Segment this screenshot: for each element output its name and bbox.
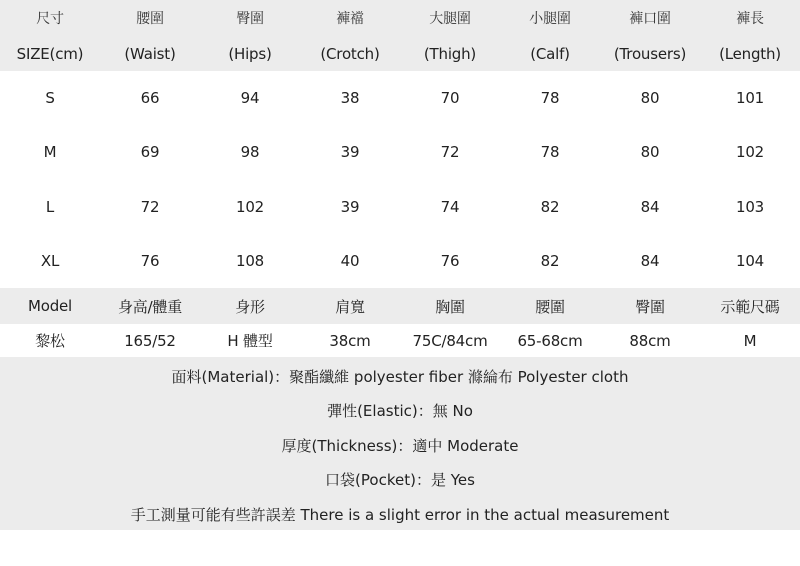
table-row: [0, 71, 800, 125]
header-hips-zh: 臀圍: [236, 11, 264, 27]
model-size: M: [743, 331, 757, 350]
model-header-name: Model: [27, 297, 73, 315]
material-line: 面料(Material)：聚酯纖維 polyester fiber 滌綸布 Polyester cloth: [171, 368, 629, 386]
table-row: [0, 179, 800, 234]
model-hips: 88cm: [629, 331, 671, 350]
header-thigh-zh: 大腿圍: [429, 11, 471, 27]
model-waist: 65-68cm: [517, 331, 583, 350]
calf-cell: 82: [540, 197, 560, 216]
model-bust: 75C/84cm: [412, 331, 488, 350]
header-length-zh: 褲長: [736, 11, 764, 27]
crotch-cell: 39: [340, 143, 360, 161]
header-waist-en: (Waist): [124, 44, 176, 63]
measurement-error-note: 手工測量可能有些許誤差 There is a slight error in the actual measurement: [130, 506, 670, 524]
size-data-body: [0, 71, 800, 288]
model-header-size: 示範尺碼: [720, 297, 780, 316]
hips-cell: 94: [240, 89, 260, 107]
model-shoulder: 38cm: [329, 331, 371, 350]
calf-cell: 82: [540, 252, 560, 270]
calf-cell: 78: [540, 89, 560, 107]
trousers-cell: 80: [640, 89, 660, 107]
thigh-cell: 74: [440, 197, 460, 216]
table-row: [0, 234, 800, 288]
header-trousers-zh: 褲口圍: [629, 11, 671, 27]
model-header-waist: 腰圍: [535, 297, 565, 316]
size-header-zh-row: [0, 0, 800, 36]
size-header-en-row: [0, 36, 800, 71]
size-cell: M: [43, 143, 57, 161]
hips-cell: 102: [235, 197, 265, 216]
length-cell: 104: [735, 252, 765, 270]
hips-cell: 98: [240, 143, 260, 161]
header-length-en: (Length): [719, 44, 781, 63]
model-header-body-type: 身形: [235, 297, 265, 316]
header-calf-zh: 小腿圍: [529, 11, 571, 27]
waist-cell: 69: [140, 143, 160, 161]
elastic-line: 彈性(Elastic)：無 No: [327, 402, 473, 420]
length-cell: 101: [735, 89, 765, 107]
trousers-cell: 80: [640, 143, 660, 161]
thickness-line: 厚度(Thickness)：適中 Moderate: [281, 437, 519, 455]
length-cell: 102: [735, 143, 765, 161]
header-calf-en: (Calf): [530, 44, 570, 63]
waist-cell: 76: [140, 252, 160, 270]
hips-cell: 108: [235, 252, 265, 270]
header-crotch-zh: 褲襠: [336, 11, 364, 27]
header-waist-zh: 腰圍: [136, 11, 164, 27]
trousers-cell: 84: [640, 252, 660, 270]
model-header-bust: 胸圍: [435, 297, 465, 316]
size-cell: L: [45, 197, 55, 216]
table-row: [0, 125, 800, 179]
header-thigh-en: (Thigh): [423, 44, 477, 63]
model-header-shoulder: 肩寬: [335, 297, 365, 316]
waist-cell: 66: [140, 89, 160, 107]
pocket-line: 口袋(Pocket)：是 Yes: [325, 471, 475, 489]
model-header-row: [0, 288, 800, 324]
size-cell: XL: [40, 252, 60, 270]
thigh-cell: 72: [440, 143, 460, 161]
calf-cell: 78: [540, 143, 560, 161]
thigh-cell: 76: [440, 252, 460, 270]
length-cell: 103: [735, 197, 765, 216]
header-crotch-en: (Crotch): [320, 44, 380, 63]
model-name: 黎松: [35, 332, 65, 350]
model-height-weight: 165/52: [124, 331, 176, 350]
thigh-cell: 70: [440, 89, 460, 107]
header-size-en: SIZE(cm): [16, 44, 84, 63]
header-trousers-en: (Trousers): [613, 44, 687, 63]
header-hips-en: (Hips): [228, 44, 272, 63]
model-header-hips: 臀圍: [635, 297, 665, 316]
model-header-height-weight: 身高/體重: [117, 297, 183, 316]
waist-cell: 72: [140, 197, 160, 216]
crotch-cell: 39: [340, 197, 360, 216]
size-cell: S: [45, 89, 55, 107]
model-body-type: H 體型: [227, 332, 273, 350]
model-data-row: [0, 324, 800, 357]
crotch-cell: 38: [340, 89, 360, 107]
trousers-cell: 84: [640, 197, 660, 216]
header-size-zh: 尺寸: [36, 11, 64, 27]
crotch-cell: 40: [340, 252, 360, 270]
